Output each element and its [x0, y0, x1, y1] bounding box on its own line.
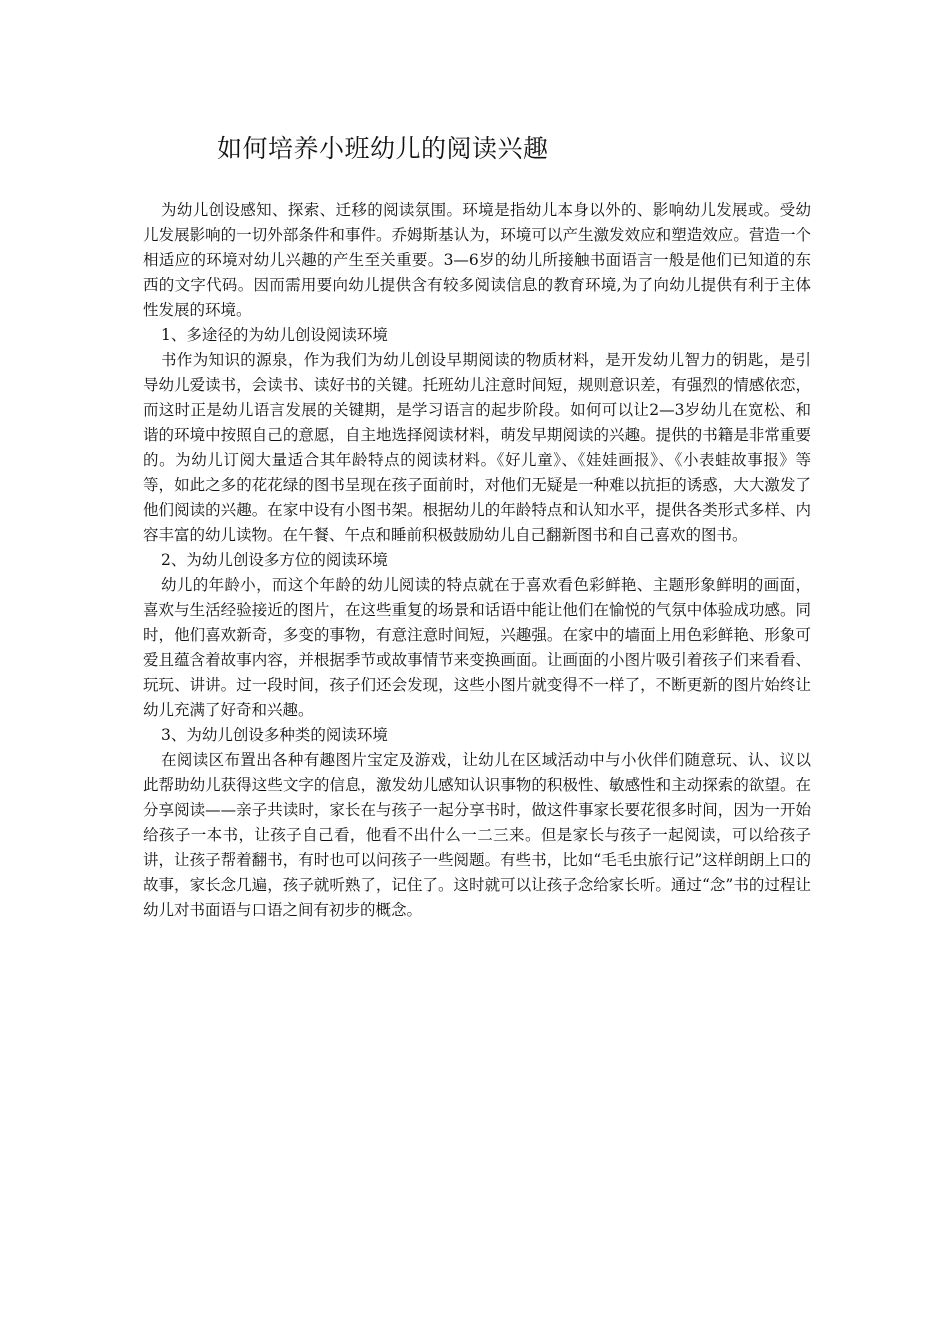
section-1-heading: 1、多途径的为幼儿创设阅读环境: [161, 326, 388, 344]
section-2-paragraph: 幼儿的年龄小，而这个年龄的幼儿阅读的特点就在于喜欢看色彩鲜艳、主题形象鲜明的画面，喜欢与生活经验接近的图片，在这些重复的场景和话语中能让他们在愉悦的气氛中体验成功感。同时，他们喜欢新奇，多变的事物，有意注意时间短，兴趣强。在家中的墙面上用色彩鲜艳、形象可爱且蕴含着故事内容，并根据季节或故事情节来变换画面。让画面的小图片吸引着孩子们来看看、玩玩、讲讲。过一段时间，孩子们还会发现，这些小图片就变得不一样了，不断更新的图片始终让幼儿充满了好奇和兴趣。: [143, 576, 811, 719]
section-2-heading: 2、为幼儿创设多方位的阅读环境: [161, 551, 388, 569]
intro-paragraph: 为幼儿创设感知、探索、迁移的阅读氛围。环境是指幼儿本身以外的、影响幼儿发展或。受幼儿发展影响的一切外部条件和事件。乔姆斯基认为，环境可以产生激发效应和塑造效应。营造一个相适应的环境对幼儿兴趣的产生至关重要。3—6岁的幼儿所接触书面语言一般是他们已知道的东西的文字代码。因而需用要向幼儿提供含有较多阅读信息的教育环境,为了向幼儿提供有利于主体性发展的环境。: [143, 201, 811, 319]
document-body: [143, 198, 811, 923]
section-3-heading: 3、为幼儿创设多种类的阅读环境: [161, 726, 388, 744]
section-1-paragraph: 书作为知识的源泉，作为我们为幼儿创设早期阅读的物质材料，是开发幼儿智力的钥匙，是引导幼儿爱读书，会读书、读好书的关键。托班幼儿注意时间短，规则意识差，有强烈的情感依恋，而这时正是幼儿语言发展的关键期，是学习语言的起步阶段。如何可以让2—3岁幼儿在宽松、和谐的环境中按照自己的意愿，自主地选择阅读材料，萌发早期阅读的兴趣。提供的书籍是非常重要的。为幼儿订阅大量适合其年龄特点的阅读材料。《好儿童》、《娃娃画报》、《小表蛙故事报》等等，如此之多的花花绿的图书呈现在孩子面前时，对他们无疑是一种难以抗拒的诱惑，大大激发了他们阅读的兴趣。在家中设有小图书架。根据幼儿的年龄特点和认知水平，提供各类形式多样、内容丰富的幼儿读物。在午餐、午点和睡前积极鼓励幼儿自己翻新图书和自己喜欢的图书。: [143, 351, 811, 544]
section-3-paragraph: 在阅读区布置出各种有趣图片宝定及游戏，让幼儿在区域活动中与小伙伴们随意玩、认、议以此帮助幼儿获得这些文字的信息，激发幼儿感知认识事物的积极性、敏感性和主动探索的欲望。在分享阅读——亲子共读时，家长在与孩子一起分享书时，做这件事家长要花很多时间，因为一开始给孩子一本书，让孩子自己看，他看不出什么一二三来。但是家长与孩子一起阅读，可以给孩子讲，让孩子帮着翻书，有时也可以问孩子一些阅题。有些书，比如“毛毛虫旅行记”这样朗朗上口的故事，家长念几遍，孩子就听熟了，记住了。这时就可以让孩子念给家长听。通过“念”书的过程让幼儿对书面语与口语之间有初步的概念。: [143, 751, 811, 919]
document-title: 如何培养小班幼儿的阅读兴趣: [217, 134, 549, 163]
